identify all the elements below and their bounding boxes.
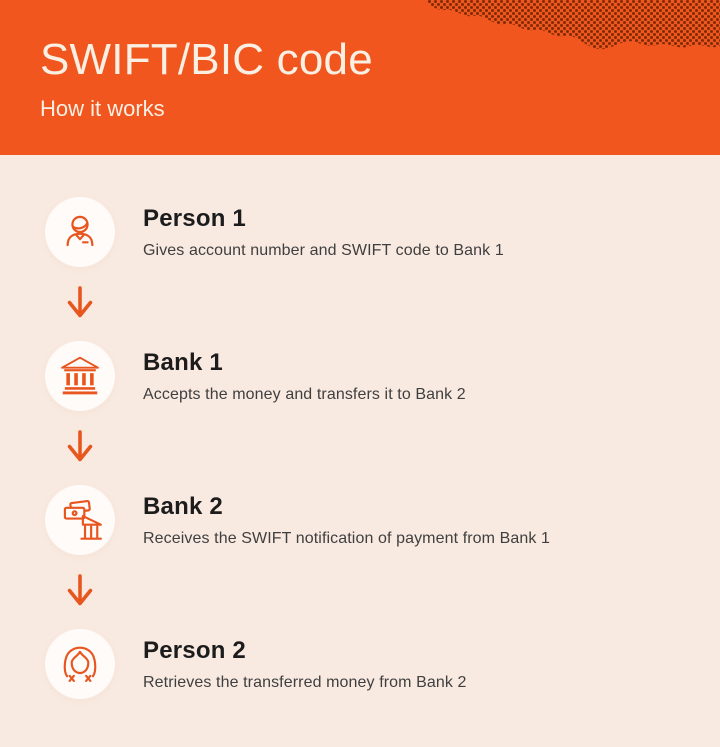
page-title: SWIFT/BIC code (40, 35, 373, 84)
flow-diagram (0, 155, 720, 699)
step-text-block (143, 197, 504, 260)
step-title: Bank 2 (143, 493, 223, 520)
page-subtitle: How it works (40, 96, 165, 122)
step-title: Person 1 (143, 205, 246, 232)
step-text-block (143, 485, 550, 548)
arrow-down-icon (67, 286, 93, 322)
step-person-1 (45, 197, 720, 267)
arrow-down-icon (67, 430, 93, 466)
person-2-icon (57, 641, 103, 687)
step-icon-circle (45, 197, 115, 267)
halftone-dots-decoration (428, 0, 720, 56)
flow-arrow-row (45, 411, 115, 485)
header-banner (0, 0, 720, 155)
flow-arrow-row (45, 267, 115, 341)
bank-building-icon (57, 353, 103, 399)
step-bank-1 (45, 341, 720, 411)
step-icon-circle (45, 629, 115, 699)
flow-arrow-row (45, 555, 115, 629)
step-description: Accepts the money and transfers it to Bank 2 (143, 386, 466, 403)
arrow-down-icon (67, 574, 93, 610)
person-1-icon (58, 210, 102, 254)
step-icon-circle (45, 485, 115, 555)
step-description: Gives account number and SWIFT code to Bank 1 (143, 242, 504, 259)
step-title: Bank 1 (143, 349, 223, 376)
bank-with-banknotes-icon (57, 497, 103, 543)
step-icon-circle (45, 341, 115, 411)
step-description: Retrieves the transferred money from Bank 2 (143, 674, 467, 691)
step-person-2 (45, 629, 720, 699)
step-description: Receives the SWIFT notification of payment from Bank 1 (143, 530, 551, 547)
step-text-block (143, 629, 467, 692)
step-text-block (143, 341, 466, 404)
step-bank-2 (45, 485, 720, 555)
step-title: Person 2 (143, 637, 246, 664)
